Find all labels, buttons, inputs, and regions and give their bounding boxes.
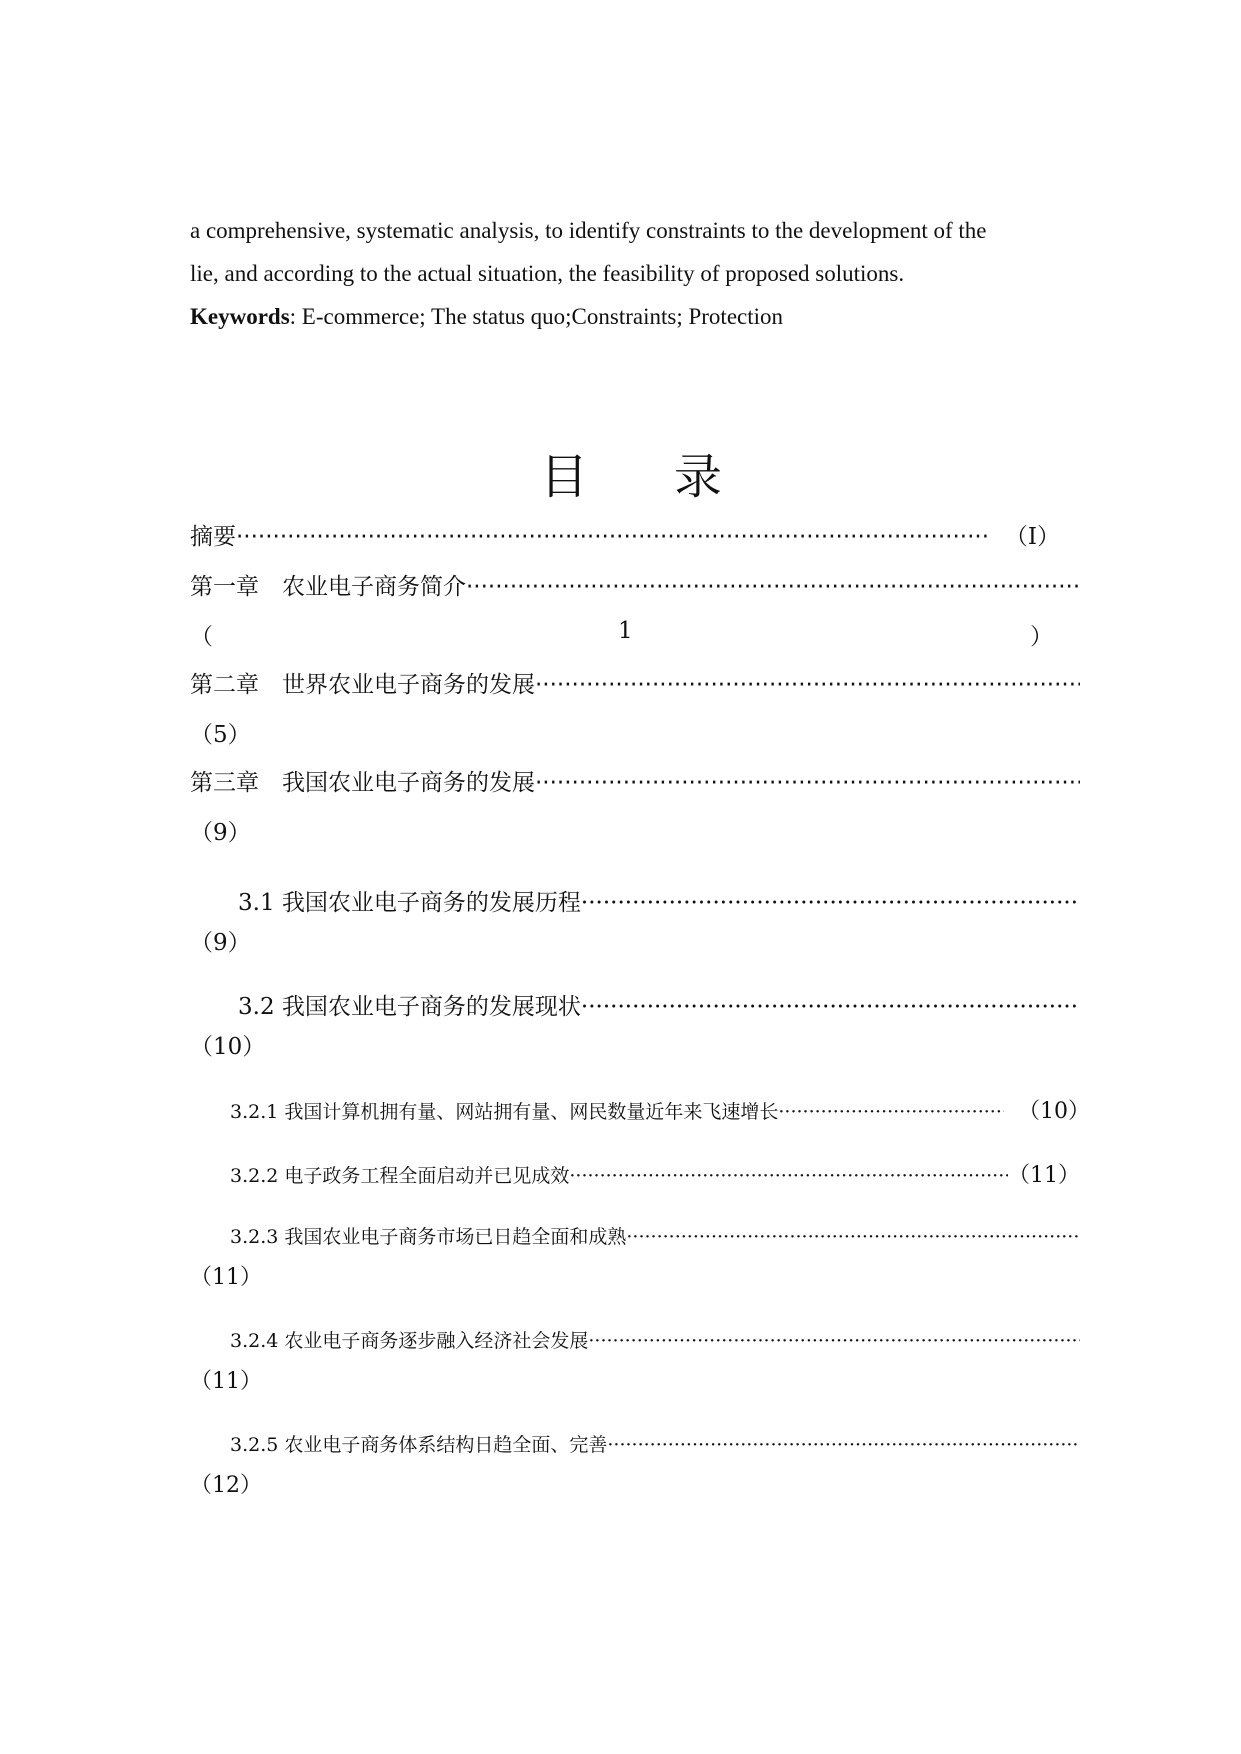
toc-section-3-2-5-page: （12） [190, 1473, 262, 1498]
toc-entry-label: 3.2 我国农业电子商务的发展现状 [238, 994, 581, 1020]
abstract-line-1: a comprehensive, systematic analysis, to identify constraints to the development of the [190, 218, 987, 243]
toc-leader-dots [535, 672, 1080, 698]
toc-entry-section-3-2-4[interactable] [230, 1326, 1080, 1353]
toc-entry-section-3-2-3[interactable] [230, 1222, 1080, 1249]
toc-section-3-1-page: （9） [190, 930, 251, 956]
keywords-line [190, 304, 783, 330]
toc-title-char-1: 目 [540, 449, 589, 505]
toc-leader-dots [569, 1165, 1008, 1187]
toc-chapter-2-page: （5） [190, 722, 251, 748]
toc-entry-section-3-2[interactable] [238, 988, 1080, 1021]
toc-leader-dots [778, 1101, 1004, 1123]
toc-entry-label: 3.2.3 我国农业电子商务市场已日趋全面和成熟 [230, 1226, 627, 1248]
toc-entry-label: 3.1 我国农业电子商务的发展历程 [238, 890, 581, 916]
keywords-text: : E-commerce; The status quo;Constraints; Protection [289, 304, 784, 329]
toc-leader-dots [588, 1330, 1080, 1352]
toc-entry-label: 3.2.2 电子政务工程全面启动并已见成效 [230, 1165, 570, 1187]
keywords-label: Keywords [190, 304, 290, 329]
toc-chapter-1-open-paren: （ [190, 624, 213, 650]
toc-entry-chapter-3[interactable] [190, 764, 1080, 797]
toc-entry-page: （Ⅰ） [1004, 524, 1060, 550]
toc-entry-section-3-2-2[interactable] [230, 1158, 1080, 1189]
toc-entry-label: 第一章 农业电子商务简介 [190, 574, 466, 600]
toc-entry-label: 3.2.1 我国计算机拥有量、网站拥有量、网民数量近年来飞速增长 [230, 1101, 779, 1123]
toc-section-3-2-3-page: （11） [190, 1265, 262, 1290]
toc-entry-chapter-2[interactable] [190, 666, 1080, 699]
toc-entry-label: 第三章 我国农业电子商务的发展 [190, 770, 535, 796]
toc-section-3-2-4-page: （11） [190, 1369, 262, 1394]
toc-chapter-3-page: （9） [190, 820, 251, 846]
toc-entry-section-3-1[interactable] [238, 884, 1080, 917]
toc-leader-dots [236, 524, 987, 550]
toc-leader-dots [626, 1226, 1080, 1248]
toc-entry-section-3-2-5[interactable] [230, 1430, 1080, 1457]
toc-title [540, 438, 722, 507]
toc-entry-label: 摘要 [190, 524, 236, 550]
toc-entry-chapter-1[interactable] [190, 568, 1080, 601]
toc-leader-dots [581, 994, 1080, 1020]
toc-entry-section-3-2-1[interactable] [230, 1094, 1090, 1125]
toc-chapter-1-page: 1 [618, 618, 633, 644]
toc-entry-page: （11） [1008, 1163, 1080, 1188]
abstract-line-2: lie, and according to the actual situation, the feasibility of proposed solutions. [190, 261, 905, 286]
toc-chapter-1-close-paren: ） [1030, 624, 1053, 650]
toc-entry-label: 3.2.5 农业电子商务体系结构日趋全面、完善 [230, 1434, 608, 1456]
toc-entry-abstract[interactable] [190, 518, 1060, 551]
toc-leader-dots [607, 1434, 1080, 1456]
toc-leader-dots [535, 770, 1080, 796]
toc-entry-label: 第二章 世界农业电子商务的发展 [190, 672, 535, 698]
toc-entry-page: （10） [1018, 1099, 1090, 1124]
toc-entry-label: 3.2.4 农业电子商务逐步融入经济社会发展 [230, 1330, 589, 1352]
toc-title-char-2: 录 [674, 449, 723, 505]
toc-leader-dots [581, 890, 1080, 916]
toc-section-3-2-page: （10） [190, 1034, 266, 1060]
toc-leader-dots [466, 574, 1080, 600]
